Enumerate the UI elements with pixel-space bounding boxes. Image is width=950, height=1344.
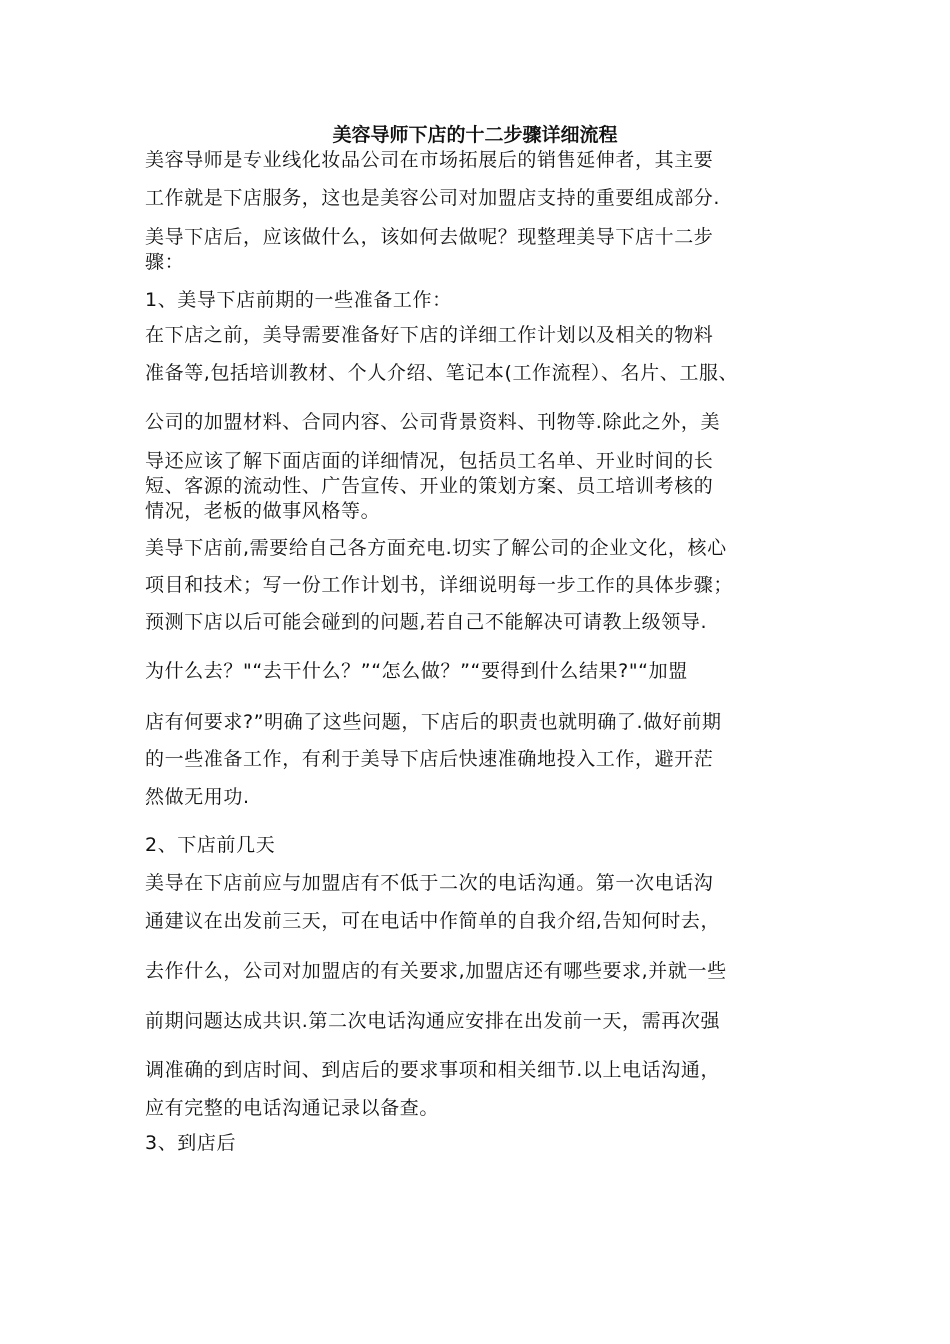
paragraph-line: 前期问题达成共识.第二次电话沟通应安排在出发前一天，需再次强 [145,1010,721,1032]
paragraph-line: 情况，老板的做事风格等。 [145,500,381,522]
paragraph-line: 调准确的到店时间、到店后的要求事项和相关细节.以上电话沟通， [145,1059,721,1081]
paragraph-line: 去作什么，公司对加盟店的有关要求,加盟店还有哪些要求,并就一些 [145,960,727,982]
paragraph-line: 在下店之前，美导需要准备好下店的详细工作计划以及相关的物料 [145,324,714,346]
paragraph-line: 项目和技术；写一份工作计划书，详细说明每一步工作的具体步骤； [145,574,734,596]
section-heading: 2、下店前几天 [145,834,276,856]
paragraph-line: 预测下店以后可能会碰到的问题,若自己不能解决可请教上级领导. [145,611,708,633]
paragraph-line: 为什么去？"“去干什么？”“怎么做？”“要得到什么结果?"“加盟 [145,660,688,682]
paragraph-line: 美导下店前,需要给自己各方面充电.切实了解公司的企业文化，核心 [145,537,727,559]
section-heading: 3、到店后 [145,1132,237,1154]
paragraph-line: 公司的加盟材料、合同内容、公司背景资料、刊物等.除此之外，美 [145,411,721,433]
paragraph-line: 应有完整的电话沟通记录以备查。 [145,1097,440,1119]
paragraph-line: 美容导师是专业线化妆品公司在市场拓展后的销售延伸者，其主要 [145,149,714,171]
paragraph-line: 骤： [145,251,185,273]
paragraph-line: 的一些准备工作，有利于美导下店后快速准确地投入工作，避开茫 [145,748,714,770]
section-heading: 1、美导下店前期的一些准备工作： [145,289,452,311]
document-title: 美容导师下店的十二步骤详细流程 [332,124,618,146]
paragraph-line: 通建议在出发前三天，可在电话中作简单的自我介绍,告知何时去， [145,910,721,932]
paragraph-line: 导还应该了解下面店面的详细情况，包括员工名单、开业时间的长 [145,450,714,472]
paragraph-line: 工作就是下店服务，这也是美容公司对加盟店支持的重要组成部分. [145,187,721,209]
paragraph-line: 然做无用功. [145,786,250,808]
paragraph-line: 店有何要求?”明确了这些问题，下店后的职责也就明确了.做好前期 [145,711,722,733]
paragraph-line: 美导在下店前应与加盟店有不低于二次的电话沟通。第一次电话沟 [145,872,714,894]
paragraph-line: 短、客源的流动性、广告宣传、开业的策划方案、员工培训考核的 [145,475,714,497]
paragraph-line: 准备等,包括培训教材、个人介绍、笔记本(工作流程）、名片、工服、 [145,362,739,384]
paragraph-line: 美导下店后，应该做什么，该如何去做呢？现整理美导下店十二步 [145,226,714,248]
